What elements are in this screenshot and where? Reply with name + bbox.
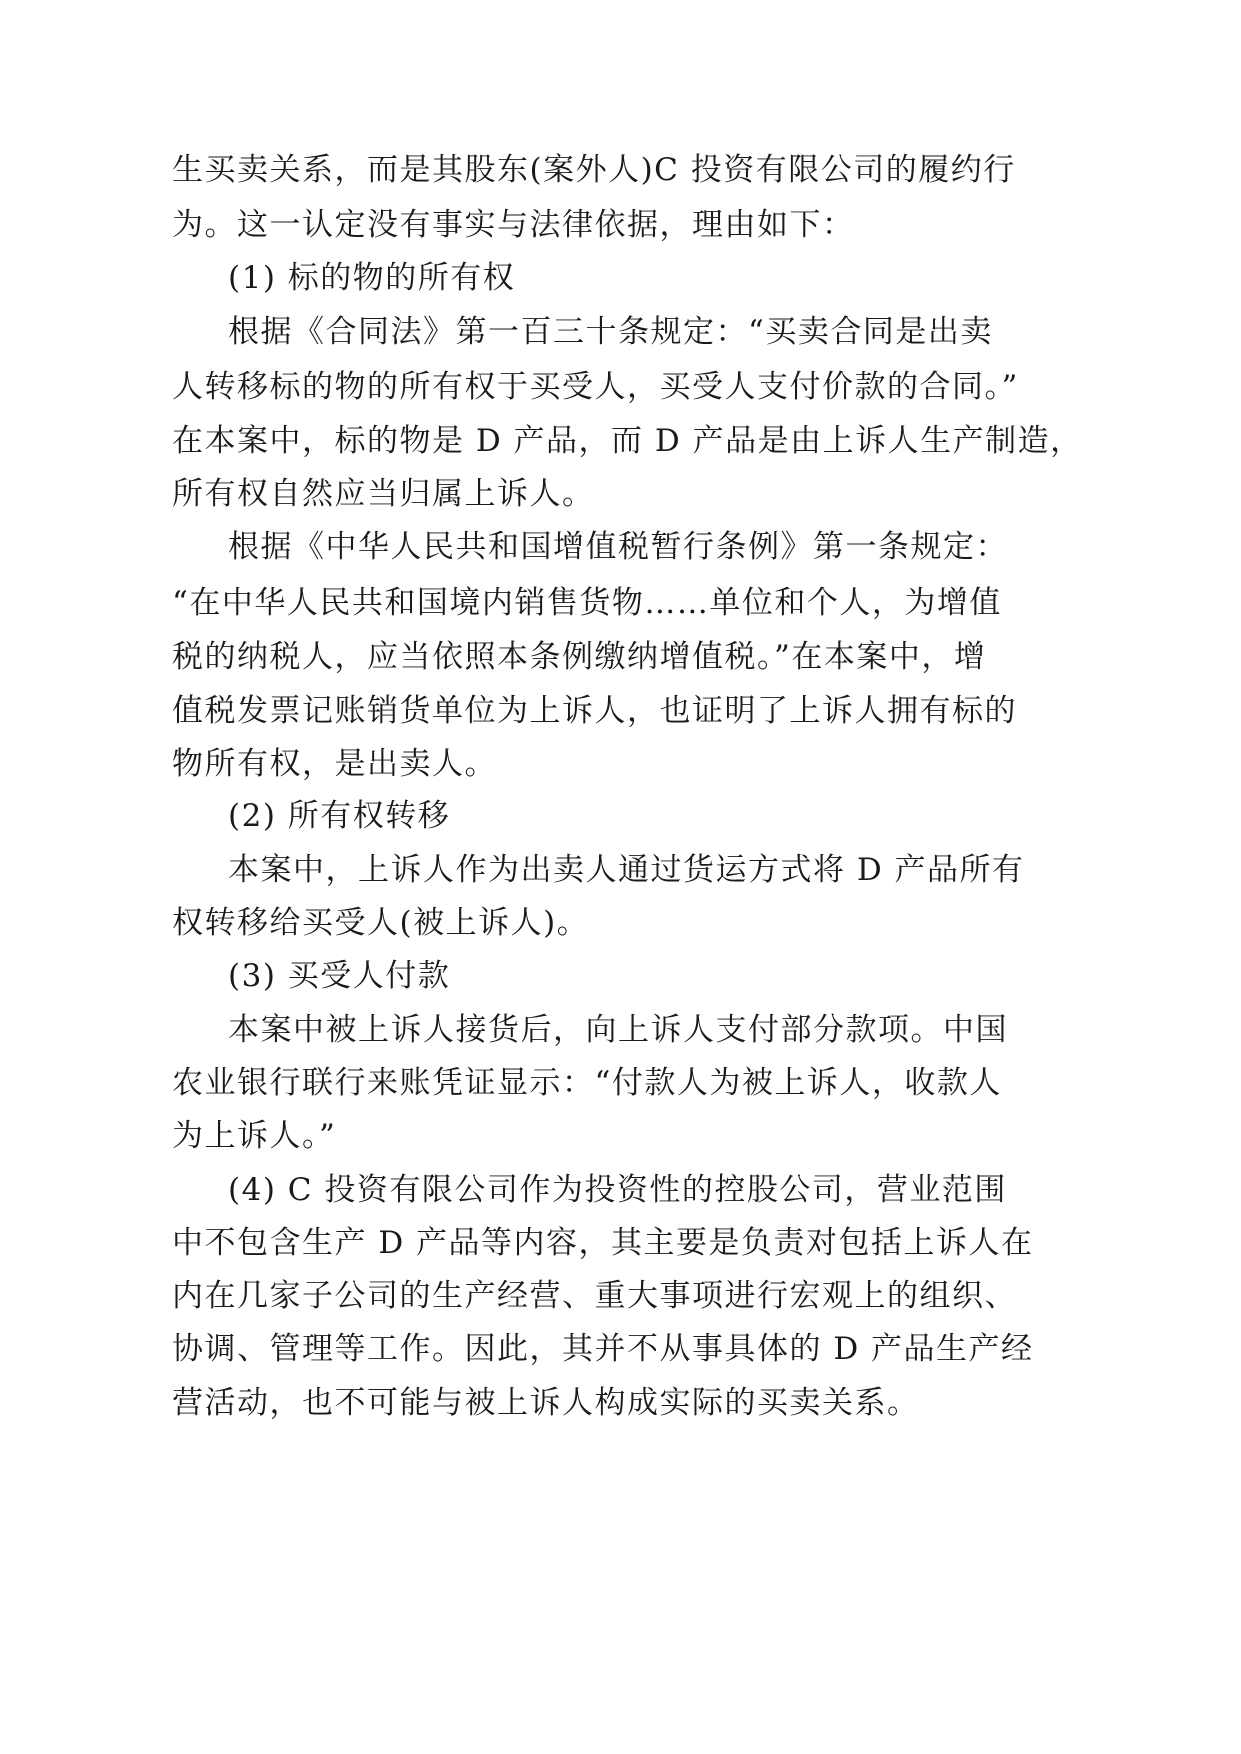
text-line <box>0 1106 1241 1166</box>
text-line <box>0 1053 1241 1113</box>
line-text: 农业银行联行来账凭证显示：“付款人为被上诉人，收款人 <box>172 1065 1002 1101</box>
line-text: 物所有权，是出卖人。 <box>172 746 497 782</box>
line-text: 税的纳税人，应当依照本条例缴纳增值税。”在本案中，增 <box>172 639 987 675</box>
line-text: 协调、管理等工作。因此，其并不从事具体的 D 产品生产经 <box>172 1331 1034 1367</box>
text-line <box>0 464 1241 524</box>
text-line <box>0 1319 1241 1379</box>
text-line <box>0 893 1241 953</box>
line-text: 生买卖关系，而是其股东(案外人)C 投资有限公司的履约行 <box>172 152 1016 188</box>
text-line <box>0 734 1241 794</box>
text-line <box>0 140 1241 200</box>
text-line <box>0 1000 1241 1060</box>
text-line <box>0 357 1241 417</box>
line-text: 人转移标的物的所有权于买受人，买受人支付价款的合同。” <box>172 369 1019 405</box>
line-text: 所有权自然应当归属上诉人。 <box>172 476 595 512</box>
text-line <box>0 681 1241 741</box>
line-text: (1) 标的物的所有权 <box>228 260 516 296</box>
line-text: 营活动，也不可能与被上诉人构成实际的买卖关系。 <box>172 1385 920 1421</box>
line-text: (3) 买受人付款 <box>228 958 451 994</box>
text-line <box>0 627 1241 687</box>
line-text: 在本案中，标的物是 D 产品，而 D 产品是由上诉人生产制造， <box>172 423 1083 459</box>
text-line <box>0 1266 1241 1326</box>
line-text: (4) C 投资有限公司作为投资性的控股公司，营业范围 <box>228 1172 1007 1208</box>
text-line <box>0 517 1241 577</box>
line-text: 本案中，上诉人作为出卖人通过货运方式将 D 产品所有 <box>228 852 1025 888</box>
line-text: 权转移给买受人(被上诉人)。 <box>172 905 590 941</box>
section-heading <box>0 1160 1241 1220</box>
line-text: 根据《合同法》第一百三十条规定：“买卖合同是出卖 <box>228 314 993 350</box>
line-text: 为上诉人。” <box>172 1118 337 1154</box>
text-line <box>0 302 1241 362</box>
line-text: 根据《中华人民共和国增值税暂行条例》第一条规定： <box>228 529 1008 565</box>
line-text: 内在几家子公司的生产经营、重大事项进行宏观上的组织、 <box>172 1278 1017 1314</box>
line-text: 值税发票记账销货单位为上诉人，也证明了上诉人拥有标的 <box>172 693 1017 729</box>
text-line <box>0 573 1241 633</box>
text-line <box>0 840 1241 900</box>
text-line <box>0 195 1241 255</box>
line-text: “在中华人民共和国境内销售货物……单位和个人，为增值 <box>172 585 1002 621</box>
line-text: 为。这一认定没有事实与法律依据，理由如下： <box>172 207 855 243</box>
line-text: (2) 所有权转移 <box>228 798 451 834</box>
section-heading <box>0 946 1241 1006</box>
section-heading <box>0 786 1241 846</box>
line-text: 中不包含生产 D 产品等内容，其主要是负责对包括上诉人在 <box>172 1225 1034 1261</box>
text-line <box>0 411 1241 471</box>
line-text: 本案中被上诉人接货后，向上诉人支付部分款项。中国 <box>228 1012 1008 1048</box>
text-line <box>0 1213 1241 1273</box>
text-line <box>0 1373 1241 1433</box>
section-heading <box>0 248 1241 308</box>
